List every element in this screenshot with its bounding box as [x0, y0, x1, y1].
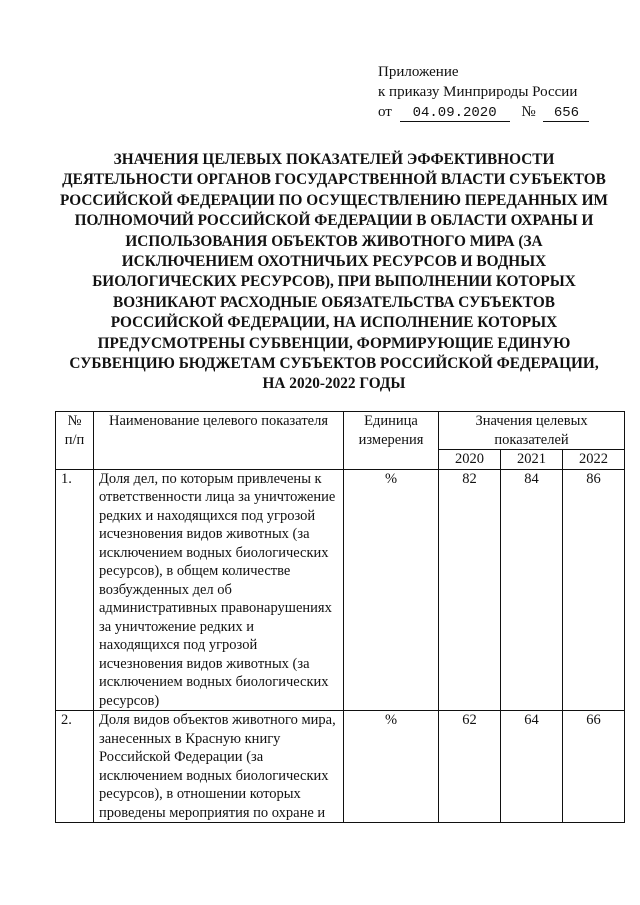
- table-row: [56, 711, 625, 823]
- row-value-2020: 62: [439, 711, 501, 823]
- appendix-order-ref: к приказу Минприроды России: [378, 84, 578, 100]
- row-num: 2.: [56, 711, 94, 823]
- row-indicator-name: Доля видов объектов животного мира, занесенных в Красную книгу Российской Федерации (за исключением водных биологических ресурсов), в отношении которых проведены мероприятия по охране и: [94, 711, 344, 823]
- row-value-2022: 86: [563, 469, 625, 711]
- header-year-2021: 2021: [501, 450, 563, 470]
- table-row: [56, 469, 625, 711]
- header-year-2020: 2020: [439, 450, 501, 470]
- row-value-2020: 82: [439, 469, 501, 711]
- table-header-row: [56, 412, 625, 450]
- order-date: 04.09.2020: [400, 105, 510, 122]
- appendix-date-line: [378, 102, 589, 122]
- header-num: № п/п: [56, 412, 94, 470]
- row-value-2022: 66: [563, 711, 625, 823]
- indicators-table: [55, 411, 625, 823]
- document-title: ЗНАЧЕНИЯ ЦЕЛЕВЫХ ПОКАЗАТЕЛЕЙ ЭФФЕКТИВНОСТИ ДЕЯТЕЛЬНОСТИ ОРГАНОВ ГОСУДАРСТВЕННОЙ ВЛАСТИ СУБЪЕКТОВ РОССИЙСКОЙ ФЕДЕРАЦИИ ПО ОСУЩЕСТВЛЕНИЮ ПЕРЕДАННЫХ ИМ ПОЛНОМОЧИЙ РОССИЙСКОЙ ФЕДЕРАЦИИ В ОБЛАСТИ ОХРАНЫ И ИСПОЛЬЗОВАНИЯ ОБЪЕКТОВ ЖИВОТНОГО МИРА (ЗА ИСКЛЮЧЕНИЕМ ОХОТНИЧЬИХ РЕСУРСОВ И ВОДНЫХ БИОЛОГИЧЕСКИХ РЕСУРСОВ), ПРИ ВЫПОЛНЕНИИ КОТОРЫХ ВОЗНИКАЮТ РАСХОДНЫЕ ОБЯЗАТЕЛЬСТВА СУБЪЕКТОВ РОССИЙСКОЙ ФЕДЕРАЦИИ, НА ИСПОЛНЕНИЕ КОТОРЫХ ПРЕДУСМОТРЕНЫ СУБВЕНЦИИ, ФОРМИРУЮЩИЕ ЕДИНУЮ СУБВЕНЦИЮ БЮДЖЕТАМ СУБЪЕКТОВ РОССИЙСКОЙ ФЕДЕРАЦИИ, НА 2020-2022 ГОДЫ: [60, 151, 608, 393]
- row-indicator-name: Доля дел, по которым привлечены к ответственности лица за уничтожение редких и находящихся под угрозой исчезновения видов животных (за исключением водных биологических ресурсов), в общем количестве возбужденных дел об административных правонарушениях за уничтожение редких и находящихся под угрозой исчезновения видов животных (за исключением водных биологических ресурсов): [94, 469, 344, 711]
- row-num: 1.: [56, 469, 94, 711]
- order-number: 656: [543, 105, 589, 122]
- header-year-2022: 2022: [563, 450, 625, 470]
- number-sign: №: [521, 104, 536, 120]
- row-value-2021: 84: [501, 469, 563, 711]
- appendix-block: [378, 62, 589, 122]
- row-unit: %: [344, 469, 439, 711]
- header-values: Значения целевых показателей: [439, 412, 625, 450]
- header-name: Наименование целевого показателя: [94, 412, 344, 470]
- date-prefix: от: [378, 104, 392, 120]
- header-unit: Единица измерения: [344, 412, 439, 470]
- appendix-label: Приложение: [378, 64, 459, 80]
- row-unit: %: [344, 711, 439, 823]
- row-value-2021: 64: [501, 711, 563, 823]
